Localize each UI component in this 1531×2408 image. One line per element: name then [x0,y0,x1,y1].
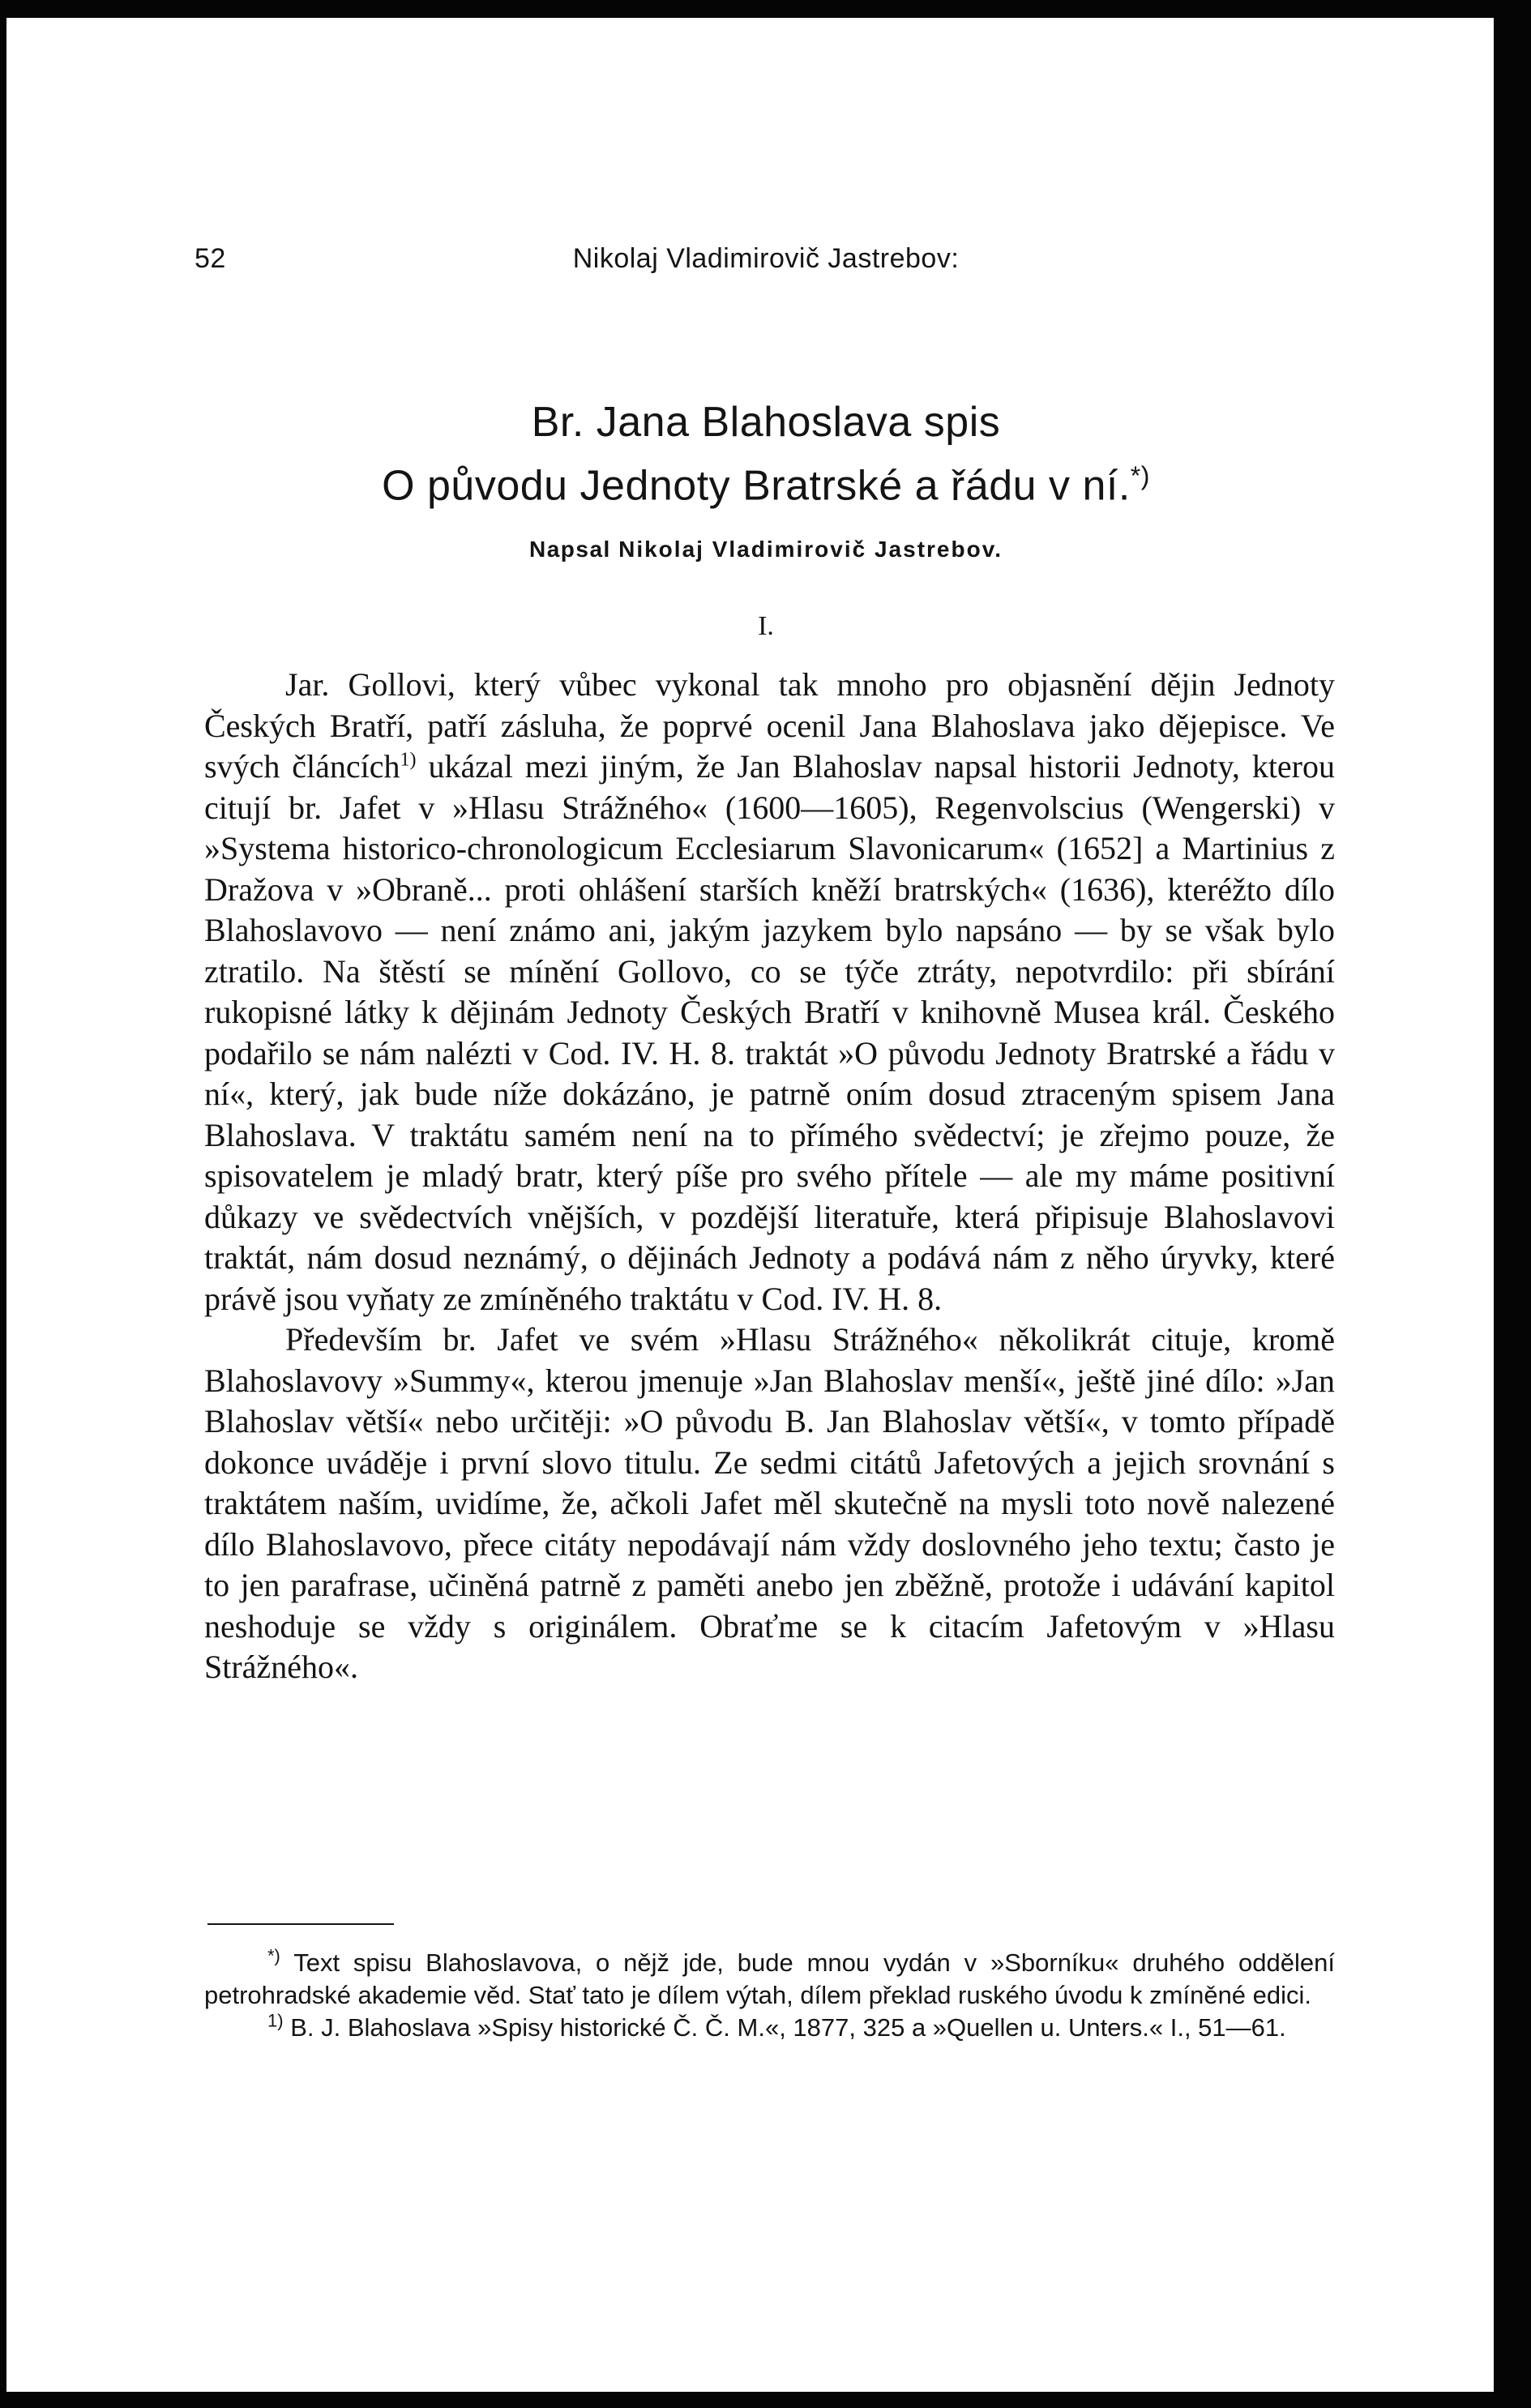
article-title-text: O původu Jednoty Bratrské a řádu v ní. [382,462,1131,510]
footnote-star-text: Text spisu Blahoslavova, o nějž jde, bude mnou vydán v »Sborníku« druhého oddělení petrohradské akademie věd. Stať tato je dílem výtah, dílem překlad ruského úvodu k zmíněné edici. [204,1948,1335,2009]
byline [195,537,1337,562]
footnote-1-text: B. J. Blahoslava »Spisy historické Č. Č. M.«, 1877, 325 a »Quellen u. Unters.« I., 51—61. [290,2013,1286,2042]
running-header [195,243,1337,284]
footnote-1 [204,2012,1335,2044]
page-number: 52 [195,243,226,274]
title-footnote-ref[interactable]: *) [1130,461,1150,490]
running-title: Nikolaj Vladimirovič Jastrebov: [572,243,960,274]
footnotes [204,1947,1335,2044]
paragraph-2: Především br. Jafet ve svém »Hlasu Strážného« několikrát cituje, kromě Blahoslavovy »Summy«, kterou jmenuje »Jan Blahoslav menší«, ještě jiné dílo: »Jan Blahoslav větší« nebo určitěji: »O původu B. Jan Blahoslav větší«, v tomto případě dokonce uváděje i první slovo titulu. Ze sedmi citátů Jafetových a jejich srovnání s traktátem naším, uvidíme, že, ačkoli Jafet měl skutečně na mysli toto nově nalezené dílo Blahoslavovo, přece citáty nepodávají nám vždy doslovného jeho textu; často je to jen parafrase, učiněná patrně z paměti anebo jen zběžně, protože i udávání kapitol neshoduje se vždy s originálem. Obraťme se k citacím Jafetovým v »Hlasu Strážného«. [204,1321,1335,1685]
byline-prefix: Napsal [529,537,611,562]
byline-author: Nikolaj Vladimirovič Jastrebov. [618,537,1003,562]
footnote-star-mark: *) [267,1945,280,1966]
paragraph-1-part-2: ukázal mezi jiným, že Jan Blahoslav napsal historii Jednoty, kterou citují br. Jafet v »Hlasu Strážného« (1600—1605), Regenvolscius (Wengerski) v »Systema historico-chronologicum Ecclesiarum Slavonicarum« (1652] a Martinius z Dražova v »Obraně... proti ohlášení starších kněží bratrských« (1636), kteréžto dílo Blahoslavovo — není známo ani, jakým jazykem bylo napsáno — by se však bylo ztratilo. Na štěstí se mínění Gollovo, co se týče ztráty, nepotvrdilo: při sbírání rukopisné látky k dějinám Jednoty Českých Bratří v knihovně Musea král. Českého podařilo se nám nalézti v Cod. IV. H. 8. traktát »O původu Jednoty Bratrské a řádu v ní«, který, jak bude níže dokázáno, je patrně oním dosud ztraceným spisem Jana Blahoslava. V traktátu samém není na to přímého svědectví; je zřejmo pouze, že spisovatelem je mladý bratr, který píše pro svého přítele — ale my máme positivní důkazy ve svědectvích vnějších, v pozdější literatuře, která připisuje Blahoslavovi traktát, nám dosud neznámý, o dějinách Jednoty a podává nám z něho úryvky, které právě jsou vyňaty ze zmíněného traktátu v Cod. IV. H. 8. [204,748,1336,1317]
section-heading: I. [758,611,774,642]
paragraph-1-part-1: Jar. Gollovi, který vůbec vykonal tak mnoho pro objasnění dějin Jednoty Českých Bratří, patří zásluha, že poprvé ocenil Jana Blahoslava jako dějepisce. Ve svých článcích [204,666,1335,785]
footnote-star [204,1947,1335,2012]
paragraph-1 [204,665,1335,1319]
title-block [195,396,1337,642]
article-title-line-1: Br. Jana Blahoslava spis [531,399,1001,446]
footnote-1-mark: 1) [267,2010,284,2031]
article-title-line-2 [195,449,1337,512]
body-text [204,665,1335,1688]
footnote-divider [207,1923,394,1925]
footnote-ref-1[interactable]: 1) [400,749,417,771]
